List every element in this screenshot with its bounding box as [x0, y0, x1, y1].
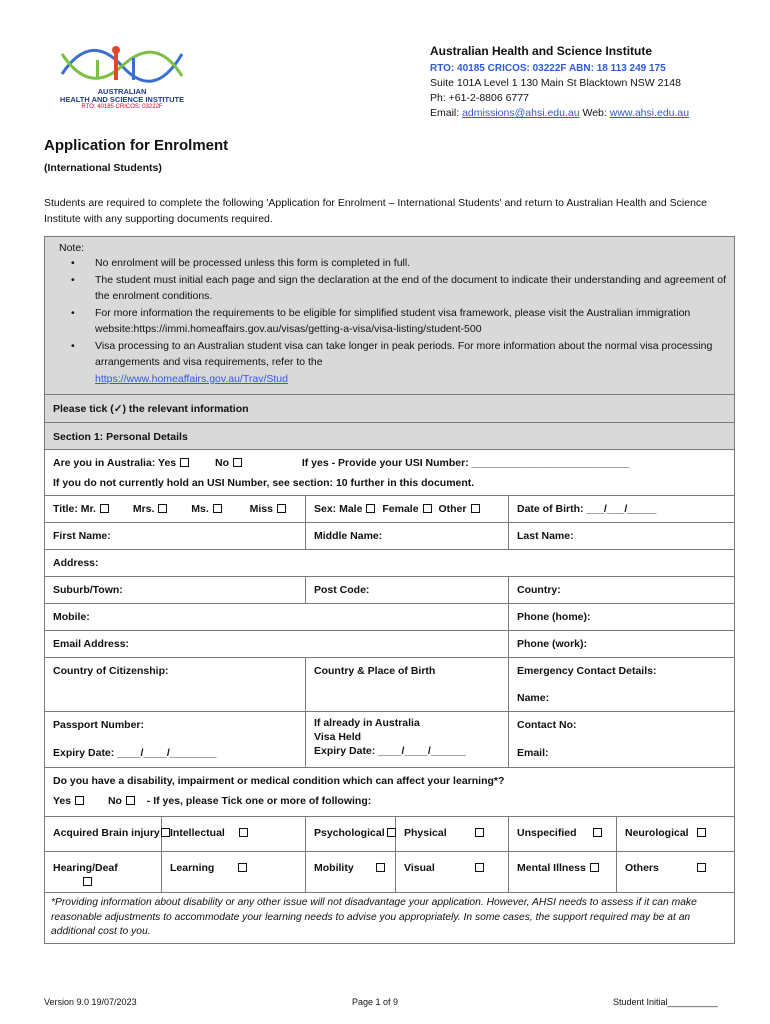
disability-disclaimer: *Providing information about disability or any other issue will not disadvantage your application. However, AHSI needs to assess if it can make reasonable adjustments to accommodate your learning needs to advise you appropriately. In some cases, the support required may be at an additional cost to you.: [45, 893, 735, 944]
footer-page-number: Page 1 of 9: [352, 997, 399, 1007]
mrs-label: Mrs.: [132, 503, 155, 515]
disability-no-label: No: [107, 795, 122, 807]
condition-label: Psychological: [314, 827, 385, 839]
conditions-row-2: [45, 852, 735, 893]
logo-line-2: HEALTH AND SCIENCE INSTITUTE: [59, 95, 185, 104]
web-label: Web:: [579, 107, 610, 119]
condition-checkbox[interactable]: [387, 828, 396, 837]
note-label: Note:: [59, 242, 85, 254]
condition-label: Others: [625, 862, 659, 874]
footer-student-initial: Student Initial__________: [613, 997, 718, 1007]
condition-label: Physical: [404, 827, 447, 839]
no-label: No: [215, 457, 229, 469]
suburb-field[interactable]: Suburb/Town:: [45, 577, 306, 604]
email-label: Email:: [430, 107, 463, 119]
logo-line-3: RTO: 40185 CRICOS: 03222F: [81, 104, 163, 110]
postcode-field[interactable]: Post Code:: [306, 577, 509, 604]
condition-label: Neurological: [625, 827, 689, 839]
condition-checkbox[interactable]: [590, 863, 599, 872]
footer-version: Version 9.0 19/07/2023: [44, 997, 137, 1007]
visa-expiry-field[interactable]: Expiry Date: ____/____/______: [314, 745, 466, 757]
miss-label: Miss: [249, 503, 273, 515]
visa-held-field[interactable]: Visa Held: [314, 731, 362, 743]
condition-checkbox[interactable]: [83, 877, 92, 886]
org-rto: RTO: 40185 CRICOS: 03222F ABN: 18 113 249 175: [430, 63, 666, 74]
disability-no-checkbox[interactable]: [126, 796, 135, 805]
condition-label: Mobility: [314, 862, 354, 874]
emergency-name-field[interactable]: Name:: [517, 692, 550, 704]
condition-label: Learning: [170, 862, 215, 874]
no-usi-note: If you do not currently hold an USI Number, see section: 10 further in this document.: [53, 477, 475, 489]
middle-name-field[interactable]: Middle Name:: [306, 523, 509, 550]
condition-label: Intellectual: [170, 827, 225, 839]
female-label: Female: [382, 503, 419, 515]
logo-line-1: AUSTRALIAN: [97, 87, 147, 96]
condition-checkbox[interactable]: [238, 863, 247, 872]
note-item: • No enrolment will be processed unless this form is completed in full.: [65, 255, 728, 272]
condition-label: Mental Illness: [517, 862, 586, 874]
usi-number-field[interactable]: If yes - Provide your USI Number: ___________________________: [301, 457, 630, 469]
section-1-heading: Section 1: Personal Details: [45, 423, 735, 450]
note-item: • For more information the requirements to be eligible for simplified student visa framework, please visit the Australian immigration website:https://immi.homeaffairs.gov.au/visas/getting-a-visa/visa-listing/student-500: [65, 305, 728, 338]
other-label: Other: [438, 503, 467, 515]
disability-question: Do you have a disability, impairment or medical condition which can affect your learning*?: [53, 775, 505, 787]
mobile-field[interactable]: Mobile:: [45, 604, 509, 631]
email-address-field[interactable]: Email Address:: [45, 631, 509, 658]
country-field[interactable]: Country:: [509, 577, 735, 604]
condition-label: Hearing/Deaf: [53, 862, 118, 874]
ms-label: Ms.: [191, 503, 209, 515]
condition-label: Unspecified: [517, 827, 577, 839]
mr-checkbox[interactable]: [100, 504, 109, 513]
miss-checkbox[interactable]: [277, 504, 286, 513]
other-checkbox[interactable]: [471, 504, 480, 513]
female-checkbox[interactable]: [423, 504, 432, 513]
citizenship-field[interactable]: Country of Citizenship:: [45, 658, 306, 712]
org-address: Suite 101A Level 1 130 Main St Blacktown NSW 2148: [430, 77, 681, 89]
disability-yes-checkbox[interactable]: [75, 796, 84, 805]
emergency-email-field[interactable]: Email:: [517, 747, 549, 759]
disability-yes-label: Yes: [53, 795, 72, 807]
condition-checkbox[interactable]: [593, 828, 602, 837]
condition-label: Visual: [404, 862, 435, 874]
note-item-text: Visa processing to an Australian student visa can take longer in peak periods. For more information about the normal visa processing arrangements and visa requirements, refer to the: [95, 339, 713, 368]
condition-label: Acquired Brain injury: [53, 827, 160, 839]
in-australia-no-checkbox[interactable]: [233, 458, 242, 467]
org-name: Australian Health and Science Institute: [430, 44, 653, 58]
yes-label: Yes: [158, 457, 177, 469]
dna-logo-icon: [52, 44, 192, 88]
title-label: Title: Mr.: [53, 503, 96, 515]
title-sex-dob-row: [45, 496, 735, 523]
institute-logo: [52, 44, 192, 116]
condition-checkbox[interactable]: [475, 863, 484, 872]
birth-place-field[interactable]: Country & Place of Birth: [306, 658, 509, 712]
address-field[interactable]: Address:: [45, 550, 735, 577]
male-checkbox[interactable]: [366, 504, 375, 513]
condition-checkbox[interactable]: [697, 863, 706, 872]
organisation-header: [430, 44, 750, 121]
first-name-field[interactable]: First Name:: [45, 523, 306, 550]
passport-expiry-field[interactable]: Expiry Date: ____/____/________: [53, 747, 217, 759]
org-phone: Ph: +61-2-8806 6777: [430, 92, 529, 104]
in-australia-label: Are you in Australia:: [53, 457, 156, 469]
condition-checkbox[interactable]: [376, 863, 385, 872]
tick-instruction: Please tick (✓) the relevant information: [45, 395, 735, 423]
in-australia-yes-checkbox[interactable]: [180, 458, 189, 467]
condition-checkbox[interactable]: [697, 828, 706, 837]
condition-checkbox[interactable]: [161, 828, 170, 837]
intro-text: Students are required to complete the following 'Application for Enrolment – International Students' and return to Australian Health and Science Institute with any supporting documents required.: [44, 197, 707, 225]
enrolment-form-table: [44, 236, 735, 944]
in-australia-row: [45, 450, 735, 496]
condition-checkbox[interactable]: [475, 828, 484, 837]
email-link[interactable]: admissions@ahsi.edu.au: [462, 107, 580, 119]
org-contact: [430, 106, 750, 121]
visa-label-1: If already in Australia: [314, 717, 420, 729]
dob-field[interactable]: Date of Birth: ___/___/_____: [509, 496, 735, 523]
phone-work-field[interactable]: Phone (work):: [509, 631, 735, 658]
homeaffairs-link[interactable]: https://www.homeaffairs.gov.au/Trav/Stud: [95, 372, 288, 385]
sex-label: Sex: Male: [314, 503, 363, 515]
mrs-checkbox[interactable]: [158, 504, 167, 513]
note-item: [65, 338, 728, 388]
ms-checkbox[interactable]: [213, 504, 222, 513]
emergency-contact-label: Emergency Contact Details:: [517, 665, 657, 677]
phone-home-field[interactable]: Phone (home):: [509, 604, 735, 631]
contact-no-field[interactable]: Contact No:: [517, 719, 577, 731]
conditions-row-1: [45, 817, 735, 852]
note-item: • The student must initial each page and sign the declaration at the end of the document to indicate their understanding and agreement of the enrolment conditions.: [65, 272, 728, 305]
disability-tick-instruction: - If yes, please Tick one or more of following:: [146, 795, 372, 807]
note-row: [45, 237, 735, 395]
web-link[interactable]: www.ahsi.edu.au: [609, 107, 690, 119]
page-subtitle: (International Students): [44, 162, 162, 174]
condition-checkbox[interactable]: [239, 828, 248, 837]
last-name-field[interactable]: Last Name:: [509, 523, 735, 550]
page-title: Application for Enrolment: [44, 137, 229, 154]
passport-number-field[interactable]: Passport Number:: [53, 719, 145, 731]
